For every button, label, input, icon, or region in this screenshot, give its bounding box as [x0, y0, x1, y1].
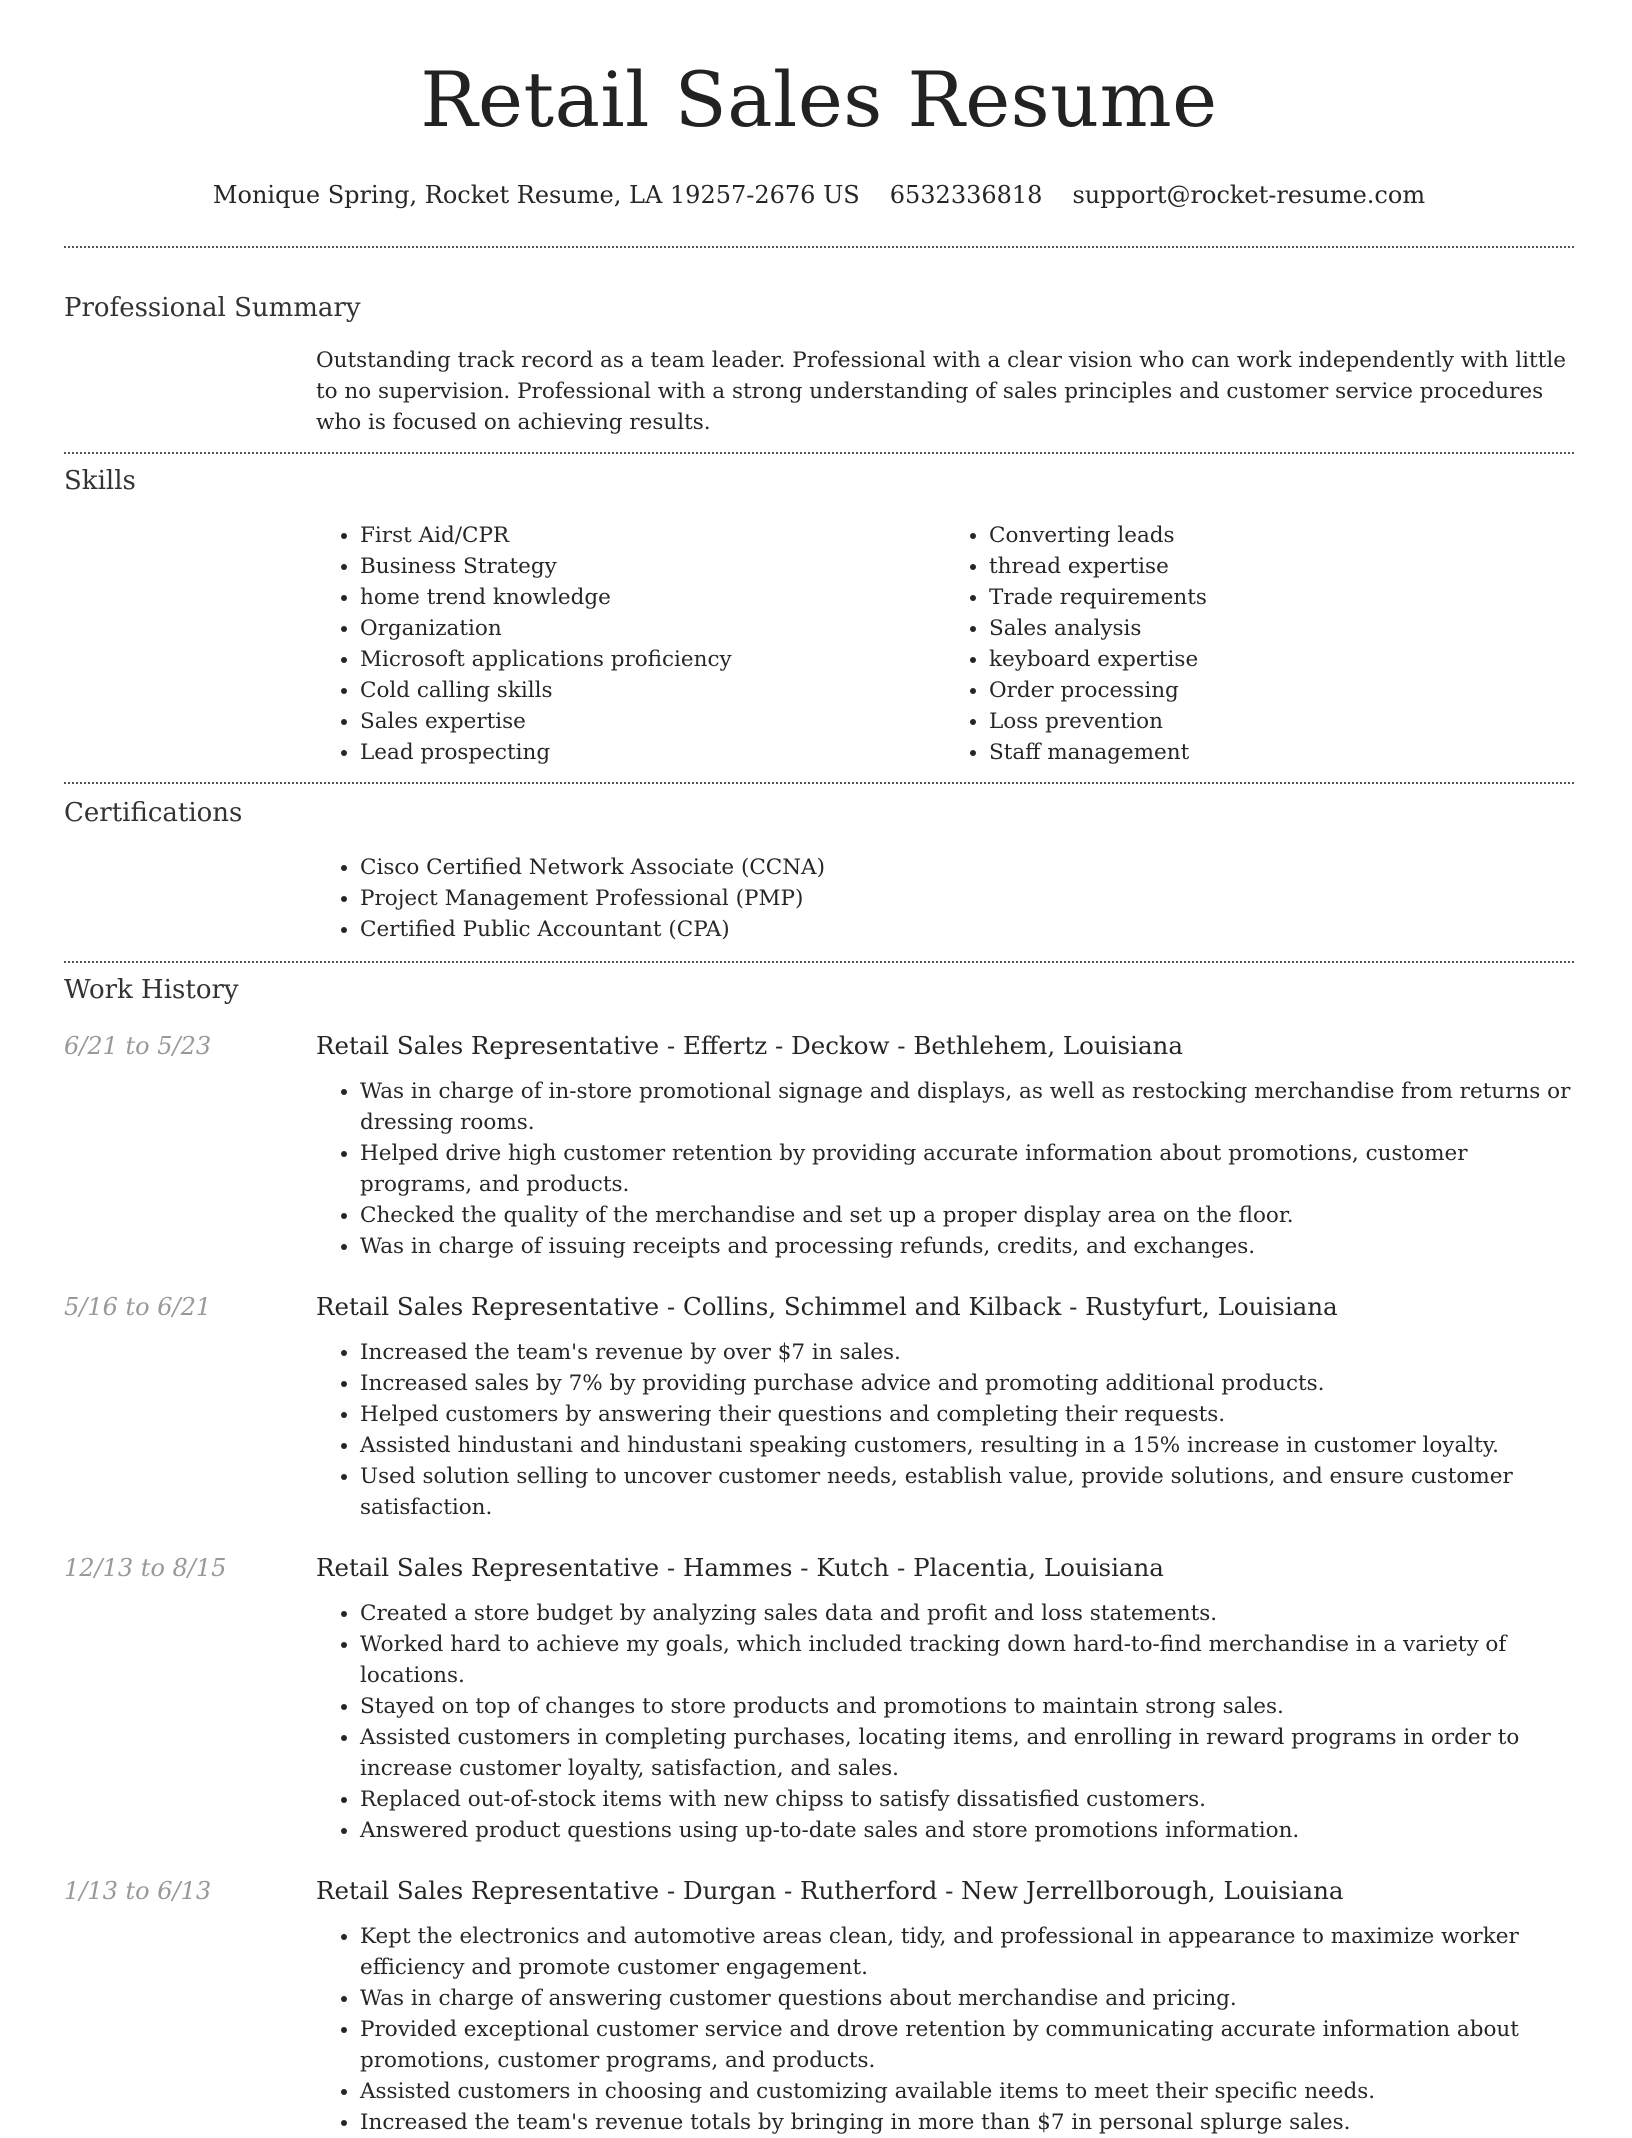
job-bullet: • Kept the electronics and automotive areas clean, tidy, and professional in appearance to maximize worker efficiency and promote customer engagement.: [360, 1921, 1574, 1983]
job-bullet: • Created a store budget by analyzing sales data and profit and loss statements.: [360, 1598, 1574, 1629]
skills-grid: [316, 520, 1574, 768]
skills-heading: Skills: [64, 466, 136, 496]
job-bullet: • Assisted customers in choosing and customizing available items to meet their specific needs.: [360, 2076, 1574, 2107]
job-bullet: • Increased the team's revenue by over $7 in sales.: [360, 1337, 1574, 1368]
summary-heading: Professional Summary: [64, 293, 361, 323]
contact-phone: 6532336818: [889, 181, 1043, 209]
skill-item: • keyboard expertise: [989, 644, 1574, 675]
job-bullet: • Assisted hindustani and hindustani speaking customers, resulting in a 15% increase in customer loyalty.: [360, 1430, 1574, 1461]
skill-item: • Trade requirements: [989, 582, 1574, 613]
work-history-section: [64, 973, 1574, 2138]
job-bullet: • Stayed on top of changes to store products and promotions to maintain strong sales.: [360, 1691, 1574, 1722]
job-details: [316, 1076, 1574, 1262]
summary-divider: [64, 452, 1574, 454]
job-details: [316, 1598, 1574, 1846]
skill-item: • Staff management: [989, 737, 1574, 768]
certifications-heading: Certifications: [64, 798, 243, 828]
resume-page: [64, 0, 1574, 2138]
certifications-body: [316, 852, 1574, 945]
job-title: Retail Sales Representative - Hammes - Kutch - Placentia, Louisiana: [316, 1553, 1164, 1582]
certifications-divider: [64, 961, 1574, 963]
job-title: Retail Sales Representative - Durgan - Rutherford - New Jerrellborough, Louisiana: [316, 1876, 1344, 1905]
header-divider: [64, 246, 1574, 248]
skill-item: • Sales expertise: [360, 706, 945, 737]
job-dates: 12/13 to 8/15: [64, 1554, 227, 1582]
job-bullet: • Helped customers by answering their questions and completing their requests.: [360, 1399, 1574, 1430]
job-bullets: [316, 1337, 1574, 1523]
job-bullet: • Worked hard to achieve my goals, which included tracking down hard-to-find merchandise in a variety of locations.: [360, 1629, 1574, 1691]
job-bullets: [316, 1598, 1574, 1846]
skill-item: • Cold calling skills: [360, 675, 945, 706]
job-bullet: • Used solution selling to uncover customer needs, establish value, provide solutions, and ensure customer satisfaction.: [360, 1461, 1574, 1523]
job-bullet: • Checked the quality of the merchandise and set up a proper display area on the floor.: [360, 1200, 1574, 1231]
job-header: [64, 1553, 1574, 1582]
job-bullet: • Increased the team's revenue totals by bringing in more than $7 in personal splurge sales.: [360, 2107, 1574, 2138]
job-bullet: • Provided exceptional customer service and drove retention by communicating accurate information about promotions, customer programs, and products.: [360, 2014, 1574, 2076]
certifications-list: [316, 852, 1574, 945]
resume-title: Retail Sales Resume: [420, 55, 1218, 144]
skills-section: [64, 464, 1574, 768]
skill-item: • Order processing: [989, 675, 1574, 706]
skill-item: • Sales analysis: [989, 613, 1574, 644]
job-entry: [64, 1031, 1574, 1262]
job-bullet: • Was in charge of answering customer questions about merchandise and pricing.: [360, 1983, 1574, 2014]
skills-list-left: [316, 520, 945, 768]
job-bullet: • Replaced out-of-stock items with new chipss to satisfy dissatisfied customers.: [360, 1784, 1574, 1815]
job-list: [64, 1031, 1574, 2138]
skill-item: • First Aid/CPR: [360, 520, 945, 551]
job-bullet: • Was in charge of issuing receipts and processing refunds, credits, and exchanges.: [360, 1231, 1574, 1262]
skill-item: • thread expertise: [989, 551, 1574, 582]
job-bullet: • Increased sales by 7% by providing purchase advice and promoting additional products.: [360, 1368, 1574, 1399]
summary-text: Outstanding track record as a team leader. Professional with a clear vision who can work independently with little to no supervision. Professional with a strong understanding of sales principles and customer service procedures who is focused on achieving results.: [316, 348, 1566, 435]
certification-item: • Project Management Professional (PMP): [360, 883, 1574, 914]
summary-section: [64, 291, 1574, 438]
job-entry: [64, 1292, 1574, 1523]
job-bullet: • Helped drive high customer retention by providing accurate information about promotions, customer programs, and products.: [360, 1138, 1574, 1200]
contact-line: [64, 178, 1574, 212]
job-bullets: [316, 1921, 1574, 2138]
job-dates: 5/16 to 6/21: [64, 1293, 212, 1321]
job-dates: 6/21 to 5/23: [64, 1032, 212, 1060]
job-bullet: • Was in charge of in-store promotional signage and displays, as well as restocking merchandise from returns or dressing rooms.: [360, 1076, 1574, 1138]
skill-item: • Organization: [360, 613, 945, 644]
skill-item: • Business Strategy: [360, 551, 945, 582]
job-header: [64, 1292, 1574, 1321]
skill-item: • Converting leads: [989, 520, 1574, 551]
skill-item: • Loss prevention: [989, 706, 1574, 737]
job-bullet: • Assisted customers in completing purchases, locating items, and enrolling in reward programs in order to increase customer loyalty, satisfaction, and sales.: [360, 1722, 1574, 1784]
certification-item: • Cisco Certified Network Associate (CCNA): [360, 852, 1574, 883]
job-dates: 1/13 to 6/13: [64, 1877, 212, 1905]
certifications-section: [64, 796, 1574, 945]
job-title: Retail Sales Representative - Collins, Schimmel and Kilback - Rustyfurt, Louisiana: [316, 1292, 1338, 1321]
job-bullet: • Answered product questions using up-to-date sales and store promotions information.: [360, 1815, 1574, 1846]
skills-divider: [64, 782, 1574, 784]
job-bullets: [316, 1076, 1574, 1262]
skill-item: • Microsoft applications proficiency: [360, 644, 945, 675]
certification-item: • Certified Public Accountant (CPA): [360, 914, 1574, 945]
job-header: [64, 1031, 1574, 1060]
skill-item: • home trend knowledge: [360, 582, 945, 613]
contact-address: Monique Spring, Rocket Resume, LA 19257-2676 US: [212, 181, 860, 209]
job-title: Retail Sales Representative - Effertz - Deckow - Bethlehem, Louisiana: [316, 1031, 1183, 1060]
contact-email[interactable]: support@rocket-resume.com: [1072, 181, 1426, 209]
work-history-heading: Work History: [64, 975, 239, 1005]
job-details: [316, 1921, 1574, 2138]
job-header: [64, 1876, 1574, 1905]
skill-item: • Lead prospecting: [360, 737, 945, 768]
skills-list-right: [945, 520, 1574, 768]
job-entry: [64, 1553, 1574, 1846]
job-entry: [64, 1876, 1574, 2138]
job-details: [316, 1337, 1574, 1523]
